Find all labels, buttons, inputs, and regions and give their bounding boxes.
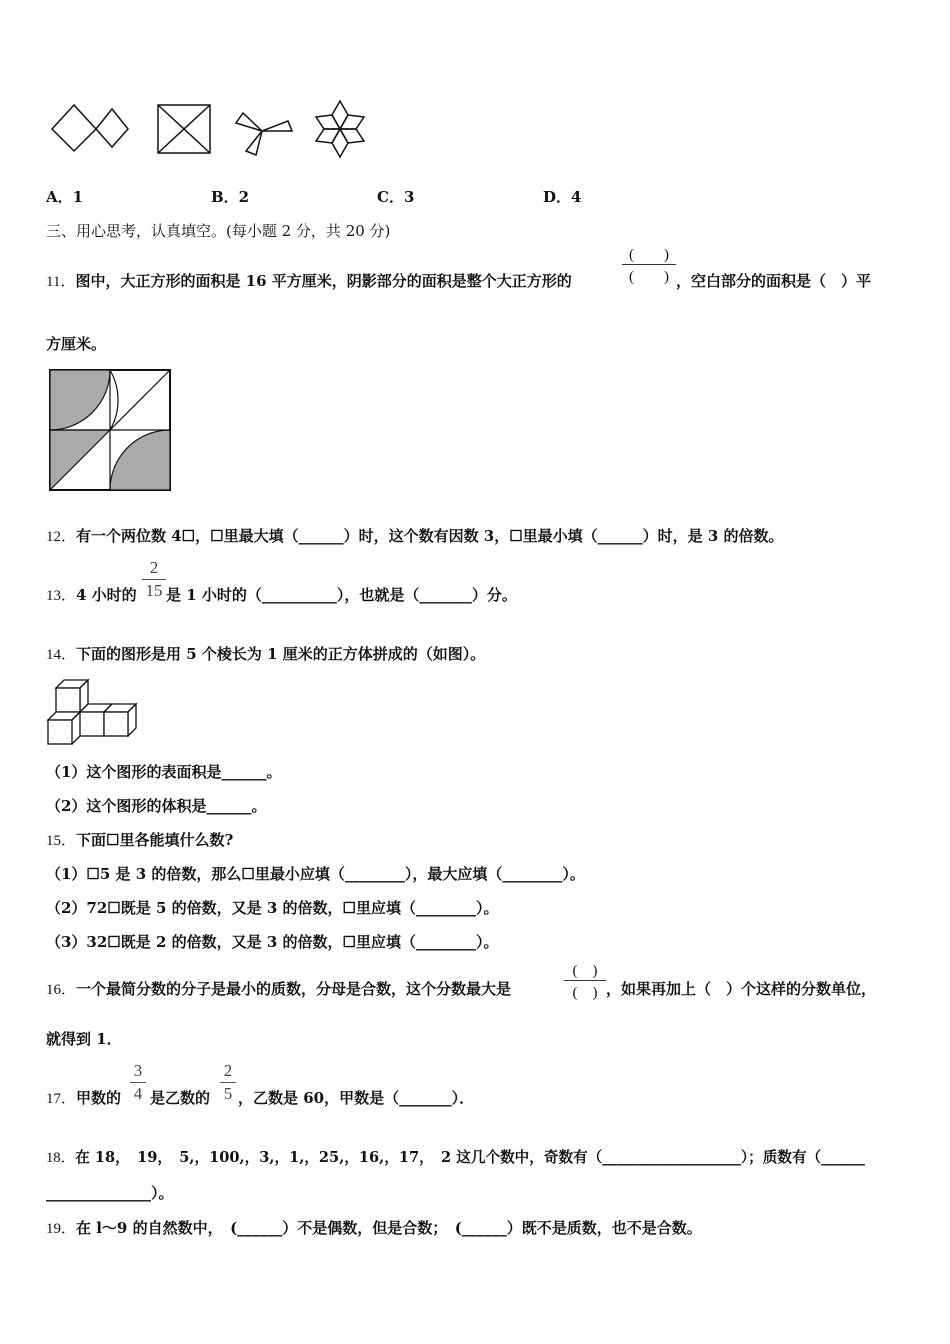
q14-cubes-figure [46, 678, 138, 746]
q17-text-b: 是乙数的 [150, 1089, 211, 1107]
q16-text-b: ，如果再加上（ ）个这样的分数单位， [606, 980, 877, 998]
q15-sub3: （3）32☐既是 2 的倍数，又是 3 的倍数，☐里应填（________）。 [46, 933, 499, 951]
q17-text-c: ，乙数是 60，甲数是（_______）． [238, 1089, 475, 1107]
q18-line1: 18．在 18， 19， 5,，100,，3,，1,，25,，16,，17， 2 这几个数中，奇数有（___________________）；质数有（______ [46, 1149, 865, 1166]
q11-fraction: ( ) ( ) [622, 243, 676, 286]
option-d: D．4 [543, 188, 582, 206]
q15-sub1: （1）☐5 是 3 的倍数，那么☐里最小应填（________），最大应填（________）。 [46, 865, 585, 883]
q11-square-figure [48, 368, 172, 492]
q12: 12．有一个两位数 4☐，☐里最大填（______）时，这个数有因数 3，☐里最小填（______）时，是 3 的倍数。 [46, 527, 784, 545]
q11-line2: 方厘米。 [46, 335, 107, 353]
figure-two-squares [52, 105, 128, 151]
q14-sub1: （1）这个图形的表面积是______。 [46, 763, 282, 781]
q15-sub2: （2）72☐既是 5 的倍数，又是 3 的倍数，☐里应填（________）。 [46, 899, 499, 917]
q16-text-a: 16．一个最简分数的分子是最小的质数，分母是合数，这个分数最大是 [46, 980, 512, 998]
q17-fraction-1: 3 4 [130, 1061, 146, 1104]
q14: 14．下面的图形是用 5 个棱长为 1 厘米的正方体拼成的（如图）。 [46, 645, 486, 663]
figure-pinwheel [236, 113, 292, 155]
option-figures [40, 95, 380, 165]
q14-sub2: （2）这个图形的体积是______。 [46, 797, 267, 815]
option-c: C．3 [377, 188, 415, 206]
q19: 19．在 l～9 的自然数中， (______）不是偶数，但是合数； (______）既不是质数，也不是合数。 [46, 1219, 702, 1237]
q13-fraction: 2 15 [142, 558, 166, 601]
q17-fraction-2: 2 5 [220, 1061, 236, 1104]
figure-star [316, 101, 364, 157]
q11-line1-end: ，空白部分的面积是（ ）平 [676, 272, 872, 290]
q18-line2: ______________）。 [46, 1184, 174, 1202]
option-b: B．2 [211, 188, 250, 206]
q17-text-a: 17．甲数的 [46, 1089, 122, 1107]
section-title: 三、用心思考，认真填空。(每小题 2 分，共 20 分) [46, 222, 391, 240]
figure-square-diagonals [158, 105, 210, 153]
q16-fraction: ( ) ( ) [564, 959, 606, 1002]
q13-text-a: 13．4 小时的 [46, 586, 137, 604]
option-a: A．1 [46, 188, 84, 206]
q13-text-b: 是 1 小时的（__________），也就是（_______）分。 [166, 586, 517, 604]
q16-text-c: 就得到 1． [46, 1030, 122, 1048]
q11-line1: 11．图中，大正方形的面积是 16 平方厘米，阴影部分的面积是整个大正方形的 [46, 272, 572, 290]
q15: 15．下面☐里各能填什么数? [46, 831, 234, 849]
